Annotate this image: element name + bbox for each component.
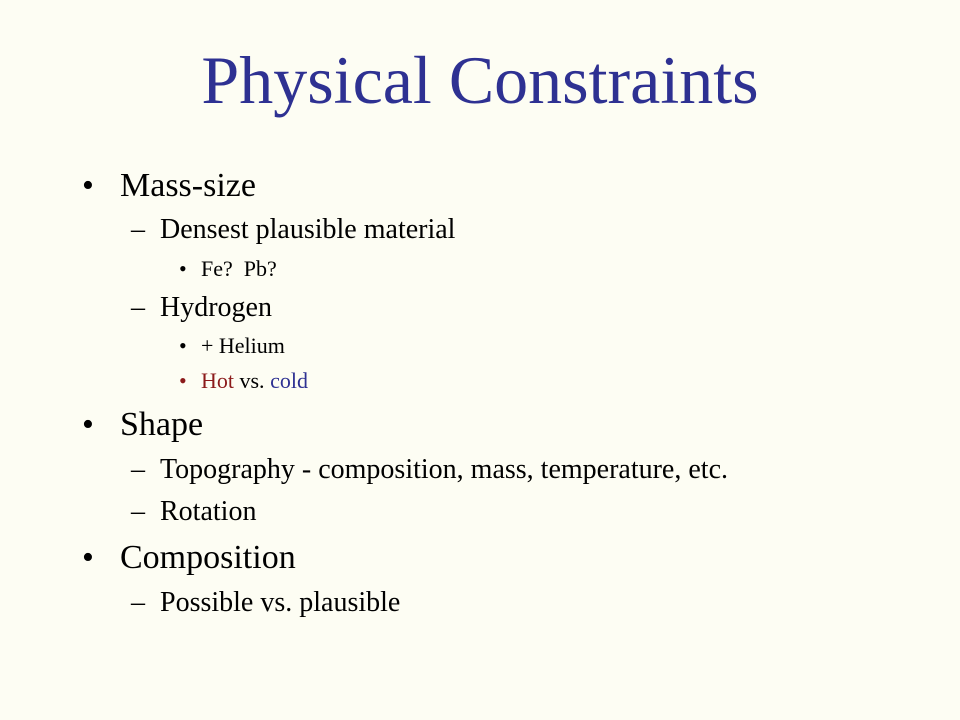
bullet-marker: •	[179, 256, 187, 281]
bullet-text: Mass-size	[120, 167, 256, 204]
sub-item-text: Densest plausible material	[160, 214, 456, 245]
bullet-marker: •	[82, 167, 94, 204]
hot-word: Hot	[201, 368, 234, 393]
bullet-marker: •	[179, 333, 187, 358]
subsub-item-text: Fe? Pb?	[201, 256, 277, 281]
dash-marker: –	[131, 214, 145, 245]
dash-marker: –	[131, 496, 145, 527]
sub-item-text: Topography - composition, mass, temperature, etc.	[160, 454, 728, 485]
bullet-marker: •	[82, 539, 94, 576]
bullet-text: Composition	[120, 539, 296, 576]
subsub-item-text: + Helium	[201, 333, 285, 358]
sub-item-text: Possible vs. plausible	[160, 587, 401, 618]
bullet-marker: •	[82, 406, 94, 443]
cold-word: cold	[270, 368, 308, 393]
dash-marker: –	[131, 454, 145, 485]
bullet-marker: •	[179, 368, 187, 393]
bullet-text: Shape	[120, 406, 204, 443]
vs-word: vs.	[234, 368, 271, 393]
slide-title: Physical Constraints	[201, 42, 759, 118]
sub-item-text: Hydrogen	[160, 292, 272, 323]
dash-marker: –	[131, 587, 145, 618]
dash-marker: –	[131, 292, 145, 323]
subsub-item-text	[201, 367, 308, 395]
sub-item-text: Rotation	[160, 496, 257, 527]
